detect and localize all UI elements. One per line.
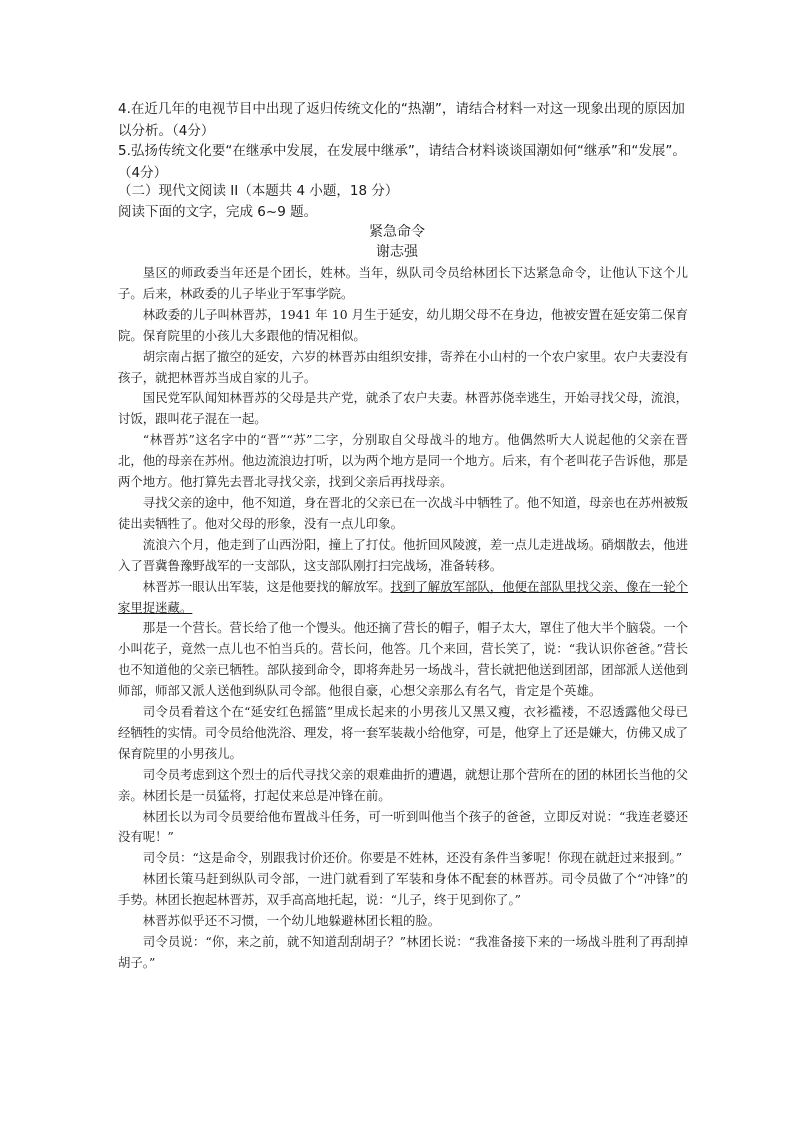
paragraph: 司令员：“这是命令，别跟我讨价还价。你要是不姓林，还没有条件当爹呢！你现在就赶过来报到。”: [142, 850, 683, 866]
section-heading: （二）现代文阅读 II（本题共 4 小题，18 分）: [118, 183, 399, 199]
paragraph: 那是一个营长。营长给了他一个馒头。他还摘了营长的帽子，帽子太大，罩住了他大半个脑袋。一个小叫花子，竟然一点儿也不怕当兵的。营长问，他答。几个来回，营长笑了，说：“我认识你爸爸。”营长也不知道他的父亲已牺牲。部队接到命令，即将奔赴另一场战斗，营长就把他送到团部，团部派人送他到师部，师部又派人送他到纵队司令部。他很自豪，心想父亲那么有名气，肯定是个英雄。: [118, 620, 688, 699]
paragraph: 林团长策马赶到纵队司令部，一进门就看到了军装和身体不配套的林晋苏。司令员做了个“冲锋”的手势。林团长抱起林晋苏，双手高高地托起，说：“儿子，终于见到你了。”: [118, 871, 688, 908]
paragraph: 流浪六个月，他走到了山西汾阳，撞上了打仗。他折回风陵渡，差一点儿走进战场。硝烟散去，他进入了晋冀鲁豫野战军的一支部队，这支部队刚打扫完战场，准备转移。: [118, 536, 688, 573]
paragraph-with-underline: [118, 577, 688, 619]
question-5: 5.弘扬传统文化要“在继承中发展，在发展中继承”，请结合材料谈谈国潮如何“继承”和“发展”。（4分）: [118, 143, 686, 181]
question-4: 4.在近几年的电视节目中出现了返归传统文化的“热潮”，请结合材料一对这一现象出现的原因加以分析。（4分）: [118, 101, 685, 139]
paragraph: 林团长以为司令员要给他布置战斗任务，可一听到叫他当个孩子的爸爸，立即反对说：“我连老婆还没有呢！”: [118, 808, 688, 845]
underlined-sentence: 找到了解放军部队，他便在部队里找父亲、像在一轮个家里捉迷藏。: [118, 578, 689, 615]
article-title: 紧急命令: [369, 224, 425, 240]
paragraph: 司令员考虑到这个烈士的后代寻找父亲的艰难曲折的遭遇，就想让那个营所在的团的林团长当他的父亲。林团长是一员猛将，打起仗来总是冲锋在前。: [118, 766, 688, 803]
paragraph-text: 林晋苏一眼认出军装，这是他要找的解放军。: [142, 578, 391, 594]
paragraph: 司令员说：“你，来之前，就不知道刮刮胡子？”林团长说：“我准备接下来的一场战斗胜利了再刮掉胡子。”: [118, 934, 688, 970]
paragraph: 林晋苏似乎还不习惯，一个幼儿地躲避林团长粗的脸。: [142, 913, 441, 929]
paragraph: 寻找父亲的途中，他不知道，身在晋北的父亲已在一次战斗中牺牲了。他不知道，母亲也在苏州被叛徒出卖牺牲了。他对父母的形象，没有一点儿印象。: [118, 494, 688, 531]
paragraph: 胡宗南占据了撤空的延安，六岁的林晋苏由组织安排，寄养在小山村的一个农户家里。农户夫妻没有孩子，就把林晋苏当成自家的儿子。: [118, 348, 688, 385]
paragraph: 垦区的师政委当年还是个团长，姓林。当年，纵队司令员给林团长下达紧急命令，让他认下这个儿子。后来，林政委的儿子毕业于军事学院。: [118, 265, 688, 301]
article-body: [118, 263, 688, 974]
paragraph: 国民党军队闻知林晋苏的父母是共产党，就杀了农户夫妻。林晋苏侥幸逃生，开始寻找父母，流浪，讨饭，跟叫花子混在一起。: [118, 390, 688, 427]
article-author: 谢志强: [376, 244, 418, 260]
paragraph: 司令员看着这个在“延安红色摇篮”里成长起来的小男孩儿又黑又瘦，衣衫褴褛，不忍透露他父母已经牺牲的实情。司令员给他洗浴、理发，将一套军装裁小给他穿，可是，他穿上了还是嫌大，仿佛又成了保育院里的小男孩儿。: [118, 704, 688, 761]
section-instruction: 阅读下面的文字，完成 6~9 题。: [118, 204, 318, 220]
paragraph: 林政委的儿子叫林晋苏，1941 年 10 月生于延安，幼儿期父母不在身边，他被安置在延安第二保育院。保育院里的小孩儿大多跟他的情况相似。: [118, 306, 688, 343]
paragraph: “林晋苏”这名字中的“晋”“苏”二字，分别取自父母战斗的地方。他偶然听大人说起他的父亲在晋北，他的母亲在苏州。他边流浪边打听，以为两个地方是同一个地方。后来，有个老叫花子告诉他，那是两个地方。他打算先去晋北寻找父亲，找到父亲后再找母亲。: [118, 432, 688, 490]
